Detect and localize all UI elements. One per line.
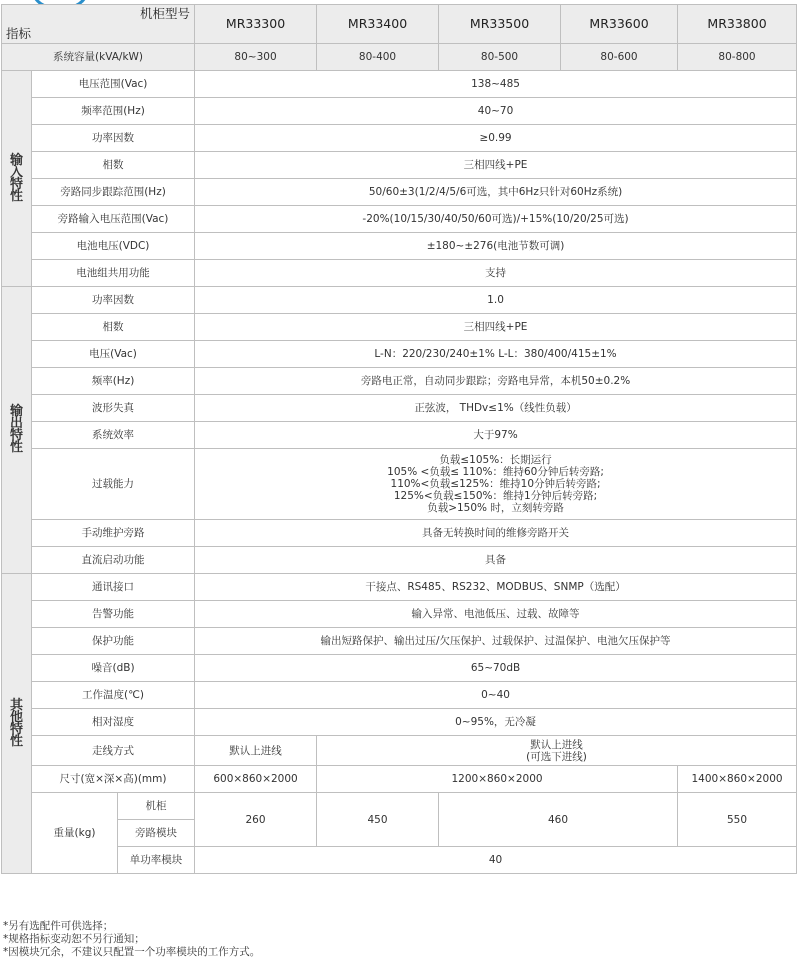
row-label: 频率范围(Hz): [32, 98, 195, 125]
weight-value: 450: [317, 793, 439, 847]
row-label: 过载能力: [32, 449, 195, 520]
model-header: MR33600: [561, 5, 678, 44]
row-value: 具备无转换时间的维修旁路开关: [195, 520, 797, 547]
overload-line: 负载≤105%：长期运行: [439, 454, 552, 466]
table-row: [2, 520, 797, 547]
overload-value: [195, 449, 797, 520]
row-label: 尺寸(宽×深×高)(mm): [32, 766, 195, 793]
table-row: [2, 547, 797, 574]
table-row: [2, 125, 797, 152]
module-weight-value: 40: [195, 847, 797, 874]
row-label: 电压范围(Vac): [32, 71, 195, 98]
row-label: 电池组共用功能: [32, 260, 195, 287]
section-other: [2, 574, 32, 874]
table-row: [2, 709, 797, 736]
table-row: [2, 655, 797, 682]
table-row: [2, 233, 797, 260]
size-value: 600×860×2000: [195, 766, 317, 793]
row-label: 电压(Vac): [32, 341, 195, 368]
capacity-value: 80-600: [561, 44, 678, 71]
row-label: 功率因数: [32, 125, 195, 152]
table-row: [2, 341, 797, 368]
row-label: 保护功能: [32, 628, 195, 655]
wiring-value: 默认上进线: [195, 736, 317, 766]
spec-table: [1, 4, 797, 874]
table-row: [2, 395, 797, 422]
weight-sub-label: 单功率模块: [118, 847, 195, 874]
row-value: 50/60±3(1/2/4/5/6可选，其中6Hz只针对60Hz系统): [195, 179, 797, 206]
header-row: [2, 5, 797, 44]
row-value: 具备: [195, 547, 797, 574]
row-value: 0~95%，无冷凝: [195, 709, 797, 736]
row-value: 支持: [195, 260, 797, 287]
capacity-row: [2, 44, 797, 71]
footnote: *规格指标变动恕不另行通知；: [3, 933, 145, 945]
capacity-value: 80-800: [678, 44, 797, 71]
row-value: 40~70: [195, 98, 797, 125]
row-value: 干接点、RS485、RS232、MODBUS、SNMP（选配）: [195, 574, 797, 601]
table-row: [2, 766, 797, 793]
corner-cell: [2, 5, 195, 44]
size-value: 1200×860×2000: [317, 766, 678, 793]
table-row: [2, 574, 797, 601]
row-value: 大于97%: [195, 422, 797, 449]
wiring-line: (可选下进线): [526, 750, 587, 763]
capacity-value: 80-400: [317, 44, 439, 71]
row-label: 告警功能: [32, 601, 195, 628]
footnote: *因模块冗余，不建议只配置一个功率模块的工作方式。: [3, 946, 261, 958]
table-row: [2, 152, 797, 179]
wiring-line: 默认上进线: [530, 738, 583, 751]
row-value: -20%(10/15/30/40/50/60可选)/+15%(10/20/25可选): [195, 206, 797, 233]
overload-line: 负载>150% 时，立刻转旁路: [427, 502, 564, 514]
row-label: 工作温度(℃): [32, 682, 195, 709]
row-label: 旁路同步跟踪范围(Hz): [32, 179, 195, 206]
row-value: 三相四线+PE: [195, 314, 797, 341]
overload-line: 105% <负载≤ 110%：维持60分钟后转旁路;: [387, 466, 604, 478]
row-label: 频率(Hz): [32, 368, 195, 395]
capacity-value: 80-500: [439, 44, 561, 71]
table-row: [2, 179, 797, 206]
row-label: 电池电压(VDC): [32, 233, 195, 260]
table-row: [2, 449, 797, 520]
row-label: 系统效率: [32, 422, 195, 449]
row-value: 0~40: [195, 682, 797, 709]
weight-value: 550: [678, 793, 797, 847]
section-label: 其他特性: [9, 697, 23, 749]
row-label: 噪音(dB): [32, 655, 195, 682]
row-label: 走线方式: [32, 736, 195, 766]
size-value: 1400×860×2000: [678, 766, 797, 793]
row-value: 输入异常、电池低压、过载、故障等: [195, 601, 797, 628]
row-value: 三相四线+PE: [195, 152, 797, 179]
row-label: 相对湿度: [32, 709, 195, 736]
row-label: 相数: [32, 314, 195, 341]
footnote: *另有选配件可供选择；: [3, 920, 114, 932]
row-value: 65~70dB: [195, 655, 797, 682]
row-value: 正弦波， THDv≤1%（线性负载）: [195, 395, 797, 422]
footnotes: [3, 920, 260, 959]
table-row: [2, 368, 797, 395]
table-row: [2, 260, 797, 287]
row-value: ≥0.99: [195, 125, 797, 152]
wiring-value: [317, 736, 797, 766]
overload-line: 110%<负载≤125%：维持10分钟后转旁路;: [390, 478, 601, 490]
overload-line: 125%<负载≤150%：维持1分钟后转旁路;: [393, 490, 598, 502]
weight-value: 260: [195, 793, 317, 847]
row-label: 直流启动功能: [32, 547, 195, 574]
row-label: 功率因数: [32, 287, 195, 314]
model-header: MR33400: [317, 5, 439, 44]
capacity-value: 80~300: [195, 44, 317, 71]
section-input: [2, 71, 32, 287]
table-row: [2, 601, 797, 628]
row-label: 通讯接口: [32, 574, 195, 601]
table-row: [2, 628, 797, 655]
table-row: [2, 314, 797, 341]
capacity-label: 系统容量(kVA/kW): [2, 44, 195, 71]
row-label: 手动维护旁路: [32, 520, 195, 547]
table-row: [2, 422, 797, 449]
row-value: 138~485: [195, 71, 797, 98]
table-row: [2, 793, 797, 820]
model-header: MR33500: [439, 5, 561, 44]
corner-bottom-label: 指标: [6, 26, 32, 41]
table-row: [2, 71, 797, 98]
row-value: 1.0: [195, 287, 797, 314]
weight-sub-label: 旁路模块: [118, 820, 195, 847]
row-value: 旁路电正常，自动同步跟踪；旁路电异常，本机50±0.2%: [195, 368, 797, 395]
section-label: 输入特性: [9, 152, 23, 204]
model-header: MR33300: [195, 5, 317, 44]
weight-value: 460: [439, 793, 678, 847]
row-value: 输出短路保护、输出过压/欠压保护、过载保护、过温保护、电池欠压保护等: [195, 628, 797, 655]
model-header: MR33800: [678, 5, 797, 44]
section-label: 输出特性: [9, 404, 23, 455]
row-label: 旁路输入电压范围(Vac): [32, 206, 195, 233]
table-row: [2, 98, 797, 125]
table-row: [2, 287, 797, 314]
table-row: [2, 736, 797, 766]
corner-top-label: 机柜型号: [140, 6, 191, 21]
table-row: [2, 206, 797, 233]
row-label: 波形失真: [32, 395, 195, 422]
row-label: 相数: [32, 152, 195, 179]
row-value: L-N：220/230/240±1% L-L：380/400/415±1%: [195, 341, 797, 368]
row-value: ±180~±276(电池节数可调): [195, 233, 797, 260]
section-output: [2, 287, 32, 574]
table-row: [2, 847, 797, 874]
table-row: [2, 682, 797, 709]
weight-sub-label: 机柜: [118, 793, 195, 820]
weight-label: 重量(kg): [32, 793, 118, 874]
